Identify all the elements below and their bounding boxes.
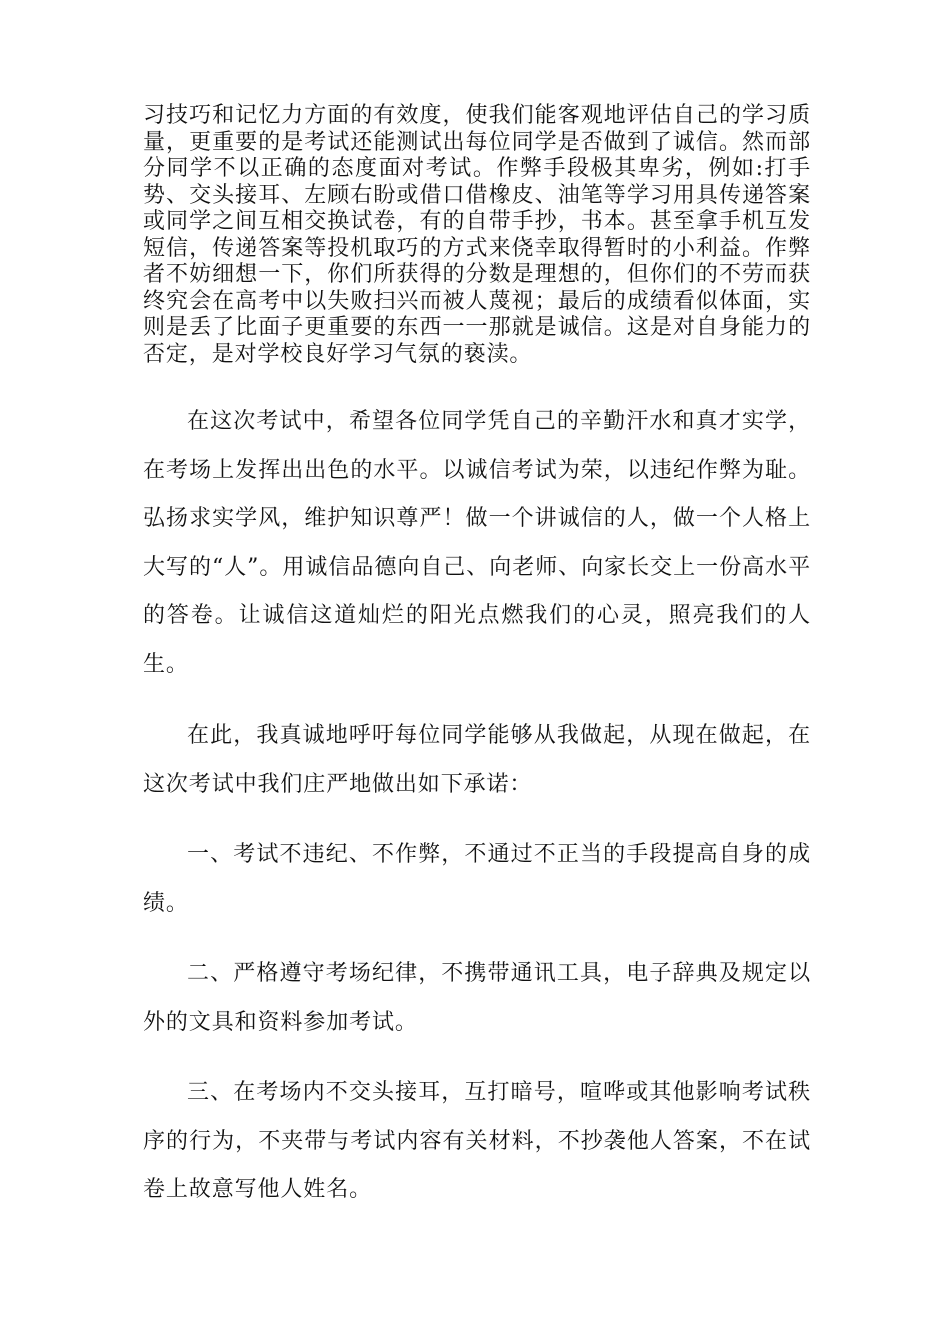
paragraph-hope: 在这次考试中，希望各位同学凭自己的辛勤汗水和真才实学，在考场上发挥出出色的水平。以诚信考试为荣，以违纪作弊为耻。弘扬求实学风，维护知识尊严！做一个讲诚信的人，做一个人格上大写的“人”。用诚信品德向自己、向老师、向家长交上一份高水平的答卷。让诚信这道灿烂的阳光点燃我们的心灵，照亮我们的人生。	[143, 409, 811, 677]
pledge-item-2: 二、严格遵守考场纪律，不携带通讯工具，电子辞典及规定以外的文具和资料参加考试。	[143, 961, 811, 1035]
intro-paragraph: 习技巧和记忆力方面的有效度，使我们能客观地评估自己的学习质量，更重要的是考试还能测试出每位同学是否做到了诚信。然而部分同学不以正确的态度面对考试。作弊手段极其卑劣，例如:打手势、交头接耳、左顾右盼或借口借橡皮、油笔等学习用具传递答案或同学之间互相交换试卷，有的自带手抄，书本。甚至拿手机互发短信，传递答案等投机取巧的方式来侥幸取得暂时的小利益。作弊者不妨细想一下，你们所获得的分数是理想的，但你们的不劳而获终究会在高考中以失败扫兴而被人蔑视；最后的成绩看似体面，实则是丢了比面子更重要的东西一一那就是诚信。这是对自身能力的否定，是对学校良好学习气氛的亵渎。	[143, 103, 811, 367]
paragraph-appeal: 在此，我真诚地呼吁每位同学能够从我做起，从现在做起，在这次考试中我们庄严地做出如下承诺：	[143, 723, 811, 797]
pledge-item-1: 一、考试不违纪、不作弊，不通过不正当的手段提高自身的成绩。	[143, 842, 811, 916]
pledge-item-3: 三、在考场内不交头接耳，互打暗号，喧哗或其他影响考试秩序的行为，不夹带与考试内容有关材料，不抄袭他人答案，不在试卷上故意写他人姓名。	[143, 1080, 811, 1202]
